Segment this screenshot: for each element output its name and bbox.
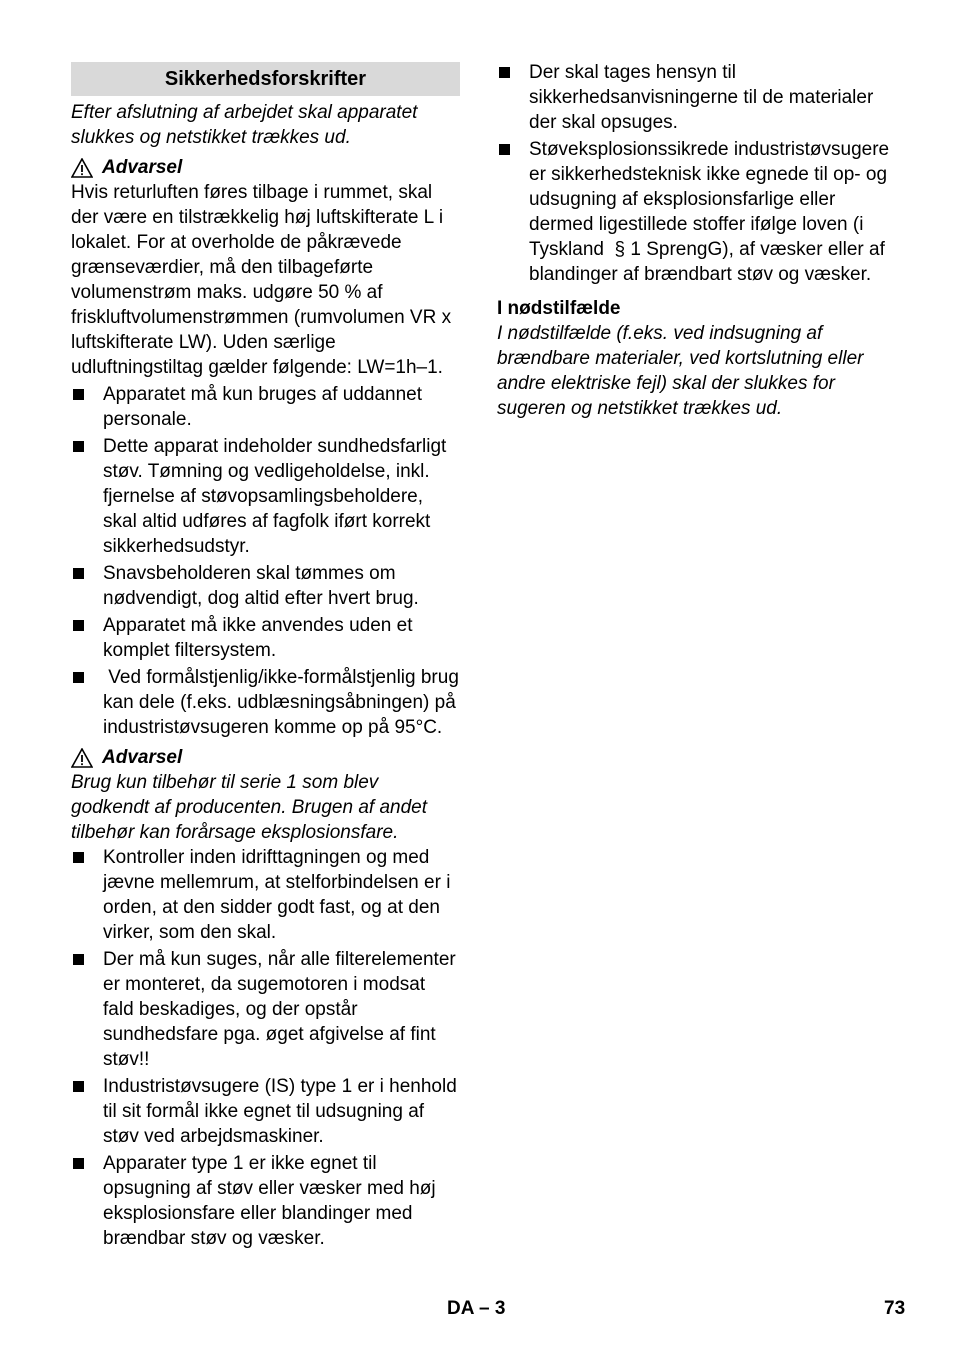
- bullet-square-icon: [73, 954, 84, 965]
- list-item: Apparater type 1 er ikke egnet til opsugning af støv eller væsker med høj eksplosionsfare eller blandinger med brændbar støv og væsker.: [71, 1151, 460, 1251]
- list-item: Dette apparat indeholder sundhedsfarligt støv. Tømning og vedligeholdelse, inkl. fjernelse af støvopsamlingsbeholdere, skal altid udføres af fagfolk iført korrekt sikkerhedsudstyr.: [71, 434, 460, 559]
- bullet-square-icon: [73, 1081, 84, 1092]
- list-item: Kontroller inden idrifttagningen og med jævne mellemrum, at stelforbindelsen er i orden, at den sidder godt fast, og at den virker, som den skal.: [71, 845, 460, 945]
- warning-triangle-icon: [71, 748, 93, 768]
- bullet-square-icon: [73, 568, 84, 579]
- warning-text-1: Hvis returluften føres tilbage i rummet, skal der være en tilstrækkelig høj luftskifterate L i lokalet. For at overholde de påkrævede grænseværdier, må den tilbageførte volumenstrøm maks. udgøre 50 % af friskluftvolumenstrømmen (rumvolumen VR x luftskifterate LW). Uden særlige udluftningstiltag gælder følgende: LW=1h–1.: [71, 182, 452, 378]
- emergency-text: I nødstilfælde (f.eks. ved indsugning af brændbare materialer, ved kortslutning eller andre elektriske fejl) skal der slukkes for sugeren og netstikket trækkes ud.: [497, 323, 864, 419]
- bullet-square-icon: [73, 389, 84, 400]
- bullet-square-icon: [73, 441, 84, 452]
- warning-triangle-icon: [71, 158, 93, 178]
- bullet-list-1: [71, 382, 465, 740]
- bullet-square-icon: [73, 672, 84, 683]
- warning-label: Advarsel: [102, 747, 183, 768]
- list-item: Støveksplosionssikrede industristøvsugere er sikkerhedsteknisk ikke egnede til op- og udsugning af eksplosionsfarlige eller dermed ligestillede stoffer ifølge loven (i Tyskland § 1 SprengG), af væsker eller af blandinger af brændbart støv og væsker.: [497, 137, 892, 287]
- left-column: [71, 62, 465, 1253]
- warning-label: Advarsel: [102, 157, 183, 178]
- list-item: Ved formålstjenlig/ikke-formålstjenlig brug kan dele (f.eks. udblæsningsåbningen) på industristøvsugeren komme op på 95°C.: [71, 665, 460, 740]
- bullet-square-icon: [499, 144, 510, 155]
- page-number: 73: [884, 1298, 906, 1319]
- bullet-square-icon: [73, 1158, 84, 1169]
- list-item: Apparatet må kun bruges af uddannet personale.: [71, 382, 460, 432]
- warning-heading-1: [71, 155, 460, 180]
- bullet-square-icon: [73, 852, 84, 863]
- bullet-square-icon: [499, 67, 510, 78]
- list-item: Der skal tages hensyn til sikkerhedsanvisningerne til de materialer der skal opsuges.: [497, 60, 892, 135]
- warning-heading-2: [71, 745, 460, 770]
- list-item: Snavsbeholderen skal tømmes om nødvendigt, dog altid efter hvert brug.: [71, 561, 460, 611]
- list-item: Apparatet må ikke anvendes uden et komplet filtersystem.: [71, 613, 460, 663]
- intro-text: Efter afslutning af arbejdet skal apparatet slukkes og netstikket trækkes ud.: [71, 102, 418, 148]
- page-code: DA – 3: [447, 1298, 506, 1319]
- section-heading: Sikkerhedsforskrifter: [71, 62, 460, 96]
- bullet-list-2: [71, 845, 460, 1251]
- bullet-square-icon: [73, 620, 84, 631]
- emergency-heading: I nødstilfælde: [497, 298, 621, 319]
- right-column: [497, 60, 895, 421]
- list-item: Der må kun suges, når alle filterelementer er monteret, da sugemotoren i modsat fald beskadiges, og der opstår sundhedsfare pga. øget afgivelse af fint støv!!: [71, 947, 460, 1072]
- bullet-list-3: [497, 60, 895, 287]
- list-item: Industristøvsugere (IS) type 1 er i henhold til sit formål ikke egnet til udsugning af støv ved arbejdsmaskiner.: [71, 1074, 460, 1149]
- warning-text-2: Brug kun tilbehør til serie 1 som blev godkendt af producenten. Brugen af andet tilbehør kan forårsage eksplosionsfare.: [71, 772, 427, 843]
